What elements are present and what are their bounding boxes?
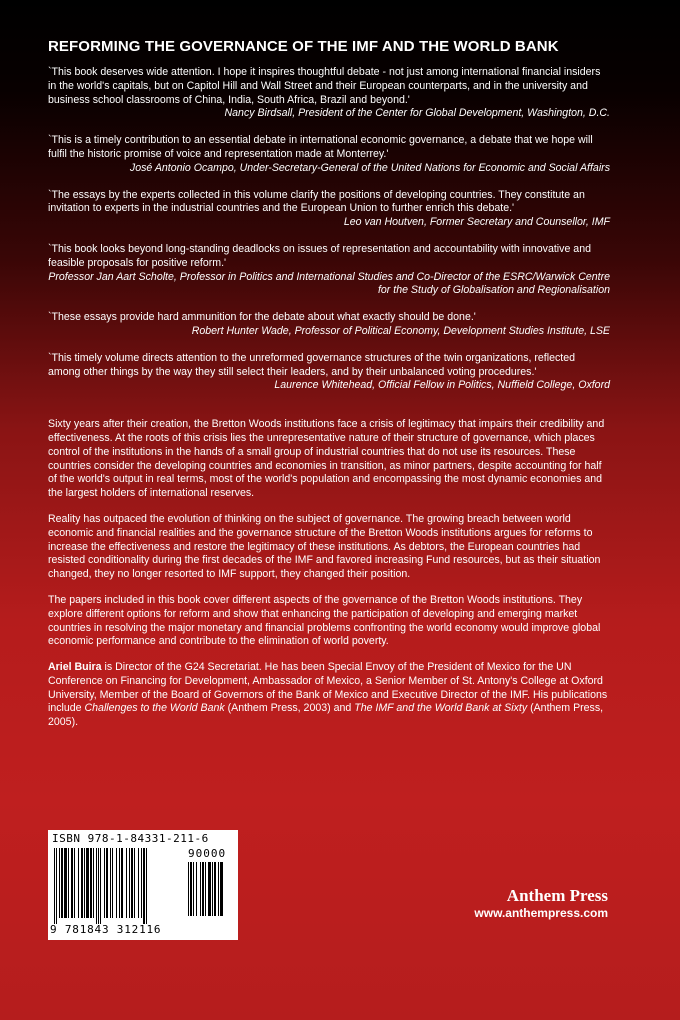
barcode-bar bbox=[188, 862, 189, 916]
endorsement-quote bbox=[48, 311, 610, 339]
barcode-bar bbox=[106, 848, 108, 918]
barcode-bar bbox=[138, 848, 139, 918]
barcode-bar bbox=[81, 848, 83, 918]
publisher-name: Anthem Press bbox=[506, 886, 608, 905]
description-paragraph: The papers included in this book cover different aspects of the governance of the Bretton Woods institutions. They explore different options for reform and show that enhancing the participation of developing and emerging market countries in resolving the major monetary and financial problems confronting the world economy would improve global economic performance and contribute to the elimination of world poverty. bbox=[48, 593, 601, 648]
bio-text: (Anthem Press, 2003) and bbox=[224, 702, 355, 715]
section-spacer bbox=[48, 406, 610, 418]
barcode-bar bbox=[93, 848, 94, 918]
author-bio bbox=[48, 661, 610, 730]
barcode-bar bbox=[59, 848, 60, 918]
barcode-bar bbox=[96, 848, 97, 924]
quote-attribution: Robert Hunter Wade, Professor of Political Economy, Development Studies Institute, LSE bbox=[191, 324, 610, 337]
barcode-bar bbox=[54, 848, 55, 924]
quote-text: `This is a timely contribution to an essential debate in international economic governance, a debate that we hope will fulfil the historic promise of voice and representation made at Monterrey.' bbox=[48, 134, 593, 160]
back-cover-content bbox=[48, 38, 610, 742]
bio-book-title: The IMF and the World Bank at Sixty bbox=[354, 702, 528, 715]
isbn-label: ISBN 978-1-84331-211-6 bbox=[52, 832, 209, 845]
barcode-bar bbox=[84, 848, 85, 918]
barcode-bar bbox=[131, 848, 133, 918]
bio-text: is Director of the G24 Secretariat. He has been Special Envoy of the President of Mexico for the UN Conference on Financing for Development, Ambassador of Mexico, a Senior Member of St. Antony's College at Oxford University, Member of the Board of Governors of the Bank of Mexico and Executive Director of the IMF. His publications include bbox=[48, 661, 608, 715]
addon-barcode-bars bbox=[188, 862, 234, 922]
barcode-bar bbox=[116, 848, 117, 918]
quote-attribution: Laurence Whitehead, Official Fellow in Politics, Nuffield College, Oxford bbox=[274, 379, 610, 392]
barcode-bar bbox=[112, 848, 113, 918]
barcode-bar bbox=[208, 862, 211, 916]
endorsement-quote bbox=[48, 66, 610, 121]
barcode-bar bbox=[78, 848, 79, 918]
barcode-bar bbox=[129, 848, 130, 918]
barcode-bar bbox=[74, 848, 75, 918]
description-paragraph: Sixty years after their creation, the Bretton Woods institutions face a crisis of legitimacy that impairs their credibility and effectiveness. At the roots of this crisis lies the unrepresentative nature of their structure of governance, which places control of the institutions in the hands of a small group of industrial countries that do not use its resources. These countries consider the developing countries and economies in transition, as minor partners, despite accounting for half of the world's output in real terms, most of the world's population and encompassing the most dynamic economies and the largest holders of international reserves. bbox=[48, 418, 605, 500]
barcode-bar bbox=[218, 862, 219, 916]
barcode-bar bbox=[202, 862, 204, 916]
barcode-bar bbox=[220, 862, 223, 916]
barcode-bar bbox=[121, 848, 123, 918]
publisher-url[interactable]: www.anthempress.com bbox=[474, 906, 608, 920]
barcode-bar bbox=[193, 862, 194, 916]
endorsement-quote bbox=[48, 134, 610, 175]
barcode-bar bbox=[134, 848, 135, 918]
barcode-bar bbox=[205, 862, 206, 916]
quote-attribution: Nancy Birdsall, President of the Center for Global Development, Washington, D.C. bbox=[224, 107, 610, 120]
barcode-bar bbox=[100, 848, 101, 924]
endorsement-quote bbox=[48, 189, 610, 230]
barcode-bar bbox=[86, 848, 89, 918]
quote-text: `This book deserves wide attention. I hope it inspires thoughtful debate - not just among international financial insiders in the world's capitals, but on Capitol Hill and Wall Street and their European counterparts, and in the university and business school classrooms of China, India, South Africa, Brazil and beyond.' bbox=[48, 66, 601, 106]
endorsement-quote bbox=[48, 352, 610, 393]
barcode-bar bbox=[143, 848, 145, 924]
publisher-block bbox=[474, 886, 608, 921]
bio-text: (Anthem Press, 2005). bbox=[48, 702, 604, 729]
author-name: Ariel Buira bbox=[48, 661, 102, 674]
barcode-bar bbox=[71, 848, 73, 918]
quote-text: `The essays by the experts collected in this volume clarify the positions of developing countries. They constitute an invitation to experts in the industrial countries and the European Union to further enrich this debate.' bbox=[48, 188, 585, 215]
barcode-bar bbox=[212, 862, 213, 916]
barcode-bar bbox=[200, 862, 201, 916]
barcode-bar bbox=[119, 848, 120, 918]
quote-attribution: José Antonio Ocampo, Under-Secretary-General of the United Nations for Economic and Social Affairs bbox=[129, 161, 610, 174]
bio-book-title: Challenges to the World Bank bbox=[84, 702, 225, 715]
ean-number: 9 781843 312116 bbox=[50, 923, 162, 936]
barcode-bar bbox=[141, 848, 142, 918]
barcode-bar bbox=[61, 848, 63, 918]
ean-barcode-bars bbox=[54, 848, 182, 924]
isbn-barcode bbox=[48, 830, 238, 940]
quote-attribution: Leo van Houtven, Former Secretary and Counsellor, IMF bbox=[343, 216, 610, 229]
quote-text: `This timely volume directs attention to the unreformed governance structures of the twin organizations, reflected among other things by the way they still select their leaders, and by their unbalanced voting procedures.' bbox=[48, 351, 576, 378]
barcode-bar bbox=[90, 848, 92, 918]
barcode-bar bbox=[98, 848, 99, 924]
description-paragraph: Reality has outpaced the evolution of thinking on the subject of governance. The growing breach between world economic and financial realities and the governance structure of the Bretton Woods institutions argues for reforms to increase the effectiveness and restore the legitimacy of these institutions. As debtors, the European countries had resisted conditionality during the first decades of the IMF and favored increasing Fund resources, but as their situation changed, they no longer resorted to IMF support, they changed their position. bbox=[48, 512, 601, 581]
barcode-bar bbox=[196, 862, 197, 916]
barcode-bar bbox=[146, 848, 147, 924]
barcode-bar bbox=[110, 848, 111, 918]
quote-text: `This book looks beyond long-standing deadlocks on issues of representation and accountability with innovative and feasible proposals for positive reform.' bbox=[48, 242, 591, 269]
book-title: REFORMING THE GOVERNANCE OF THE IMF AND THE WORLD BANK bbox=[48, 38, 559, 55]
endorsement-quote bbox=[48, 243, 610, 298]
barcode-bar bbox=[56, 848, 57, 924]
quote-text: `These essays provide hard ammunition for the debate about what exactly should be done.' bbox=[48, 311, 476, 324]
barcode-bar bbox=[214, 862, 216, 916]
price-addon-number: 90000 bbox=[188, 847, 227, 860]
barcode-bar bbox=[104, 848, 105, 918]
barcode-bar bbox=[64, 848, 67, 918]
barcode-bar bbox=[190, 862, 192, 916]
quote-attribution: Professor Jan Aart Scholte, Professor in Politics and International Studies and Co-Director of the ESRC/Warwick Centre for the Study of Globalisation and Regionalisation bbox=[48, 270, 610, 297]
barcode-bar bbox=[126, 848, 127, 918]
barcode-bar bbox=[68, 848, 69, 918]
